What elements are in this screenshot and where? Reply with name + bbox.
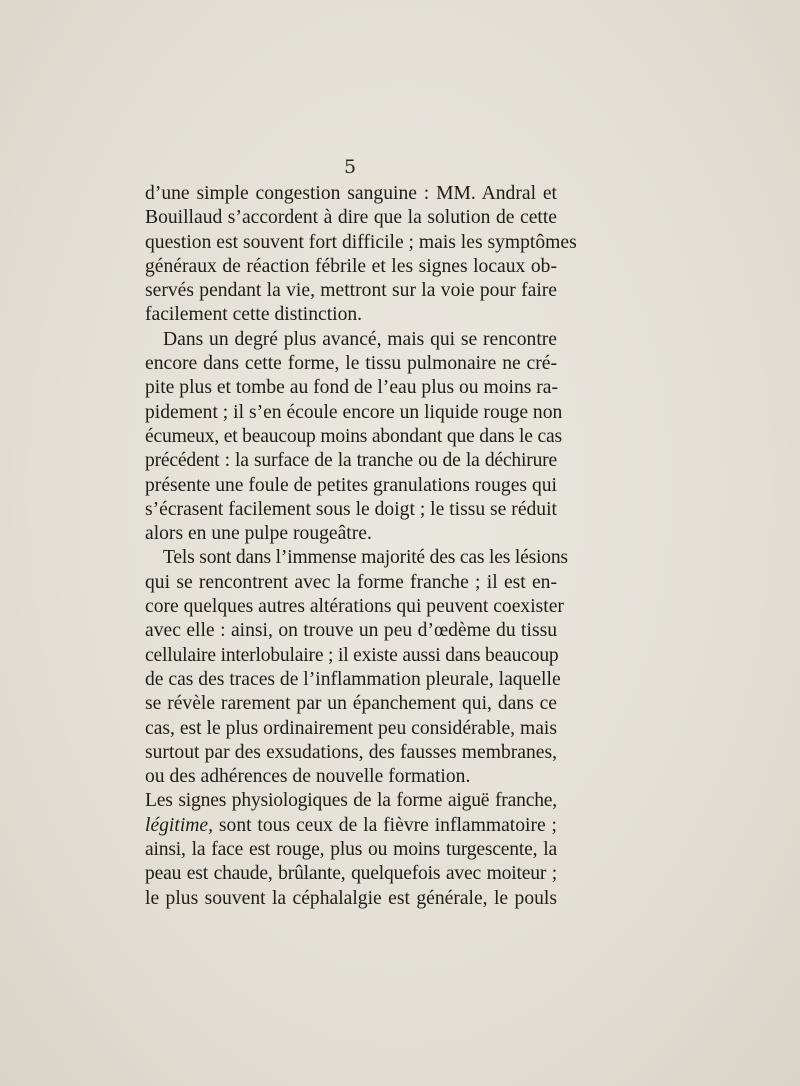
text-line xyxy=(145,814,557,838)
text-line: de cas des traces de l’inflammation pleurale, laquelle xyxy=(145,668,561,690)
body-text xyxy=(145,182,577,911)
text-line: d’une simple congestion sanguine : MM. Andral et xyxy=(145,183,557,204)
text-line: encore dans cette forme, le tissu pulmonaire ne cré- xyxy=(145,353,557,375)
text-line: Les signes physiologiques de la forme aiguë franche, xyxy=(145,790,557,812)
text-line: s’écrasent facilement sous le doigt ; le tissu se réduit xyxy=(145,498,557,520)
text-line: peau est chaude, brûlante, quelquefois avec moiteur ; xyxy=(145,863,557,885)
text-line: facilement cette distinction. xyxy=(145,304,363,326)
text-line: généraux de réaction fébrile et les signes locaux ob- xyxy=(145,255,557,277)
text-line-rest: sont tous ceux de la fièvre inflammatoire ; xyxy=(218,814,557,836)
text-line: Bouillaud s’accordent à dire que la solution de cette xyxy=(145,207,557,229)
text-line: écumeux, et beaucoup moins abondant que dans le cas xyxy=(145,425,562,447)
text-line: pite plus et tombe au fond de l’eau plus ou moins ra- xyxy=(145,377,559,399)
text-line: cellulaire interlobulaire ; il existe aussi dans beaucoup xyxy=(145,644,559,666)
text-line: question est souvent fort difficile ; mais les symptômes xyxy=(145,231,577,253)
text-line: le plus souvent la céphalalgie est générale, le pouls xyxy=(145,887,557,909)
text-line: précédent : la surface de la tranche ou de la déchirure xyxy=(145,450,557,472)
text-line: ainsi, la face est rouge, plus ou moins turgescente, la xyxy=(145,839,557,861)
text-line: surtout par des exsudations, des fausses membranes, xyxy=(145,741,557,763)
text-line: cas, est le plus ordinairement peu considérable, mais xyxy=(145,717,557,739)
text-line: servés pendant la vie, mettront sur la voie pour faire xyxy=(145,280,557,302)
italic-word: légitime, xyxy=(145,814,214,836)
text-line: pidement ; il s’en écoule encore un liquide rouge non xyxy=(145,401,563,423)
text-line: core quelques autres altérations qui peuvent coexister xyxy=(145,596,564,618)
text-line: qui se rencontrent avec la forme franche ; il est en- xyxy=(145,571,557,593)
text-line: Tels sont dans l’immense majorité des cas les lésions xyxy=(163,547,568,569)
text-line: avec elle : ainsi, on trouve un peu d’œdème du tissu xyxy=(145,620,557,642)
text-line: se révèle rarement par un épanchement qui, dans ce xyxy=(145,693,557,715)
text-line: Dans un degré plus avancé, mais qui se rencontre xyxy=(163,328,557,350)
page-number: 5 xyxy=(343,156,357,178)
text-line: alors en une pulpe rougeâtre. xyxy=(145,523,372,545)
text-line: présente une foule de petites granulations rouges qui xyxy=(145,474,557,496)
text-line: ou des adhérences de nouvelle formation. xyxy=(145,766,471,788)
